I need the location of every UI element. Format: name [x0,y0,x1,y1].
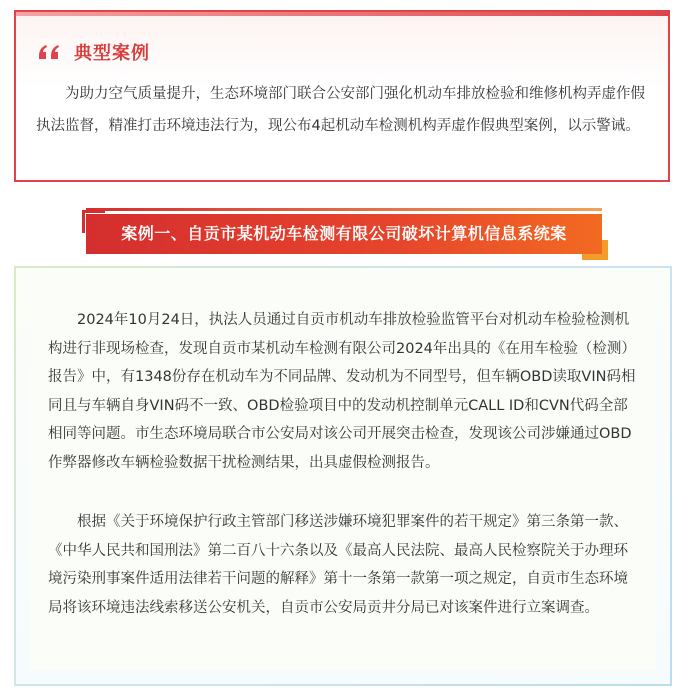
intro-paragraph: 为助力空气质量提升，生态环境部门联合公安部门强化机动车排放检验和维修机构弄虚作假执法监督，精准打击环境违法行为，现公布4起机动车检测机构弄虚作假典型案例，以示警诫。 [36,86,645,134]
case-title: 案例一、自贡市某机动车检测有限公司破坏计算机信息系统案 [121,224,567,243]
intro-card [14,10,670,182]
case-paragraph-1: 2024年10月24日，执法人员通过自贡市机动车排放检验监管平台对机动车检验检测机构进行非现场检查，发现自贡市某机动车检测有限公司2024年出具的《在用车检验（检测）报告》中，有1348份存在机动车为不同品牌、发动机为不同型号，但车辆OBD读取VIN码相同且与车辆自身VIN码不一致、OBD检验项目中的发动机控制单元CALL ID和CVN代码全部相同等问题。市生态环境局联合市公安局对该公司开展突击检查，发现该公司涉嫌通过OBD作弊器修改车辆检验数据干扰检测结果，出具虚假检测报告。 [48,312,636,471]
intro-title: 典型案例 [74,43,150,64]
banner-cap-line [86,208,602,211]
double-quote-icon [36,42,66,62]
case-title-banner [86,214,602,254]
intro-top-strip [16,12,668,16]
intro-header [36,40,150,64]
case-paragraph-2: 根据《关于环境保护行政主管部门移送涉嫌环境犯罪案件的若干规定》第三条第一款、《中华人民共和国刑法》第二百八十六条以及《最高人民法院、最高人民检察院关于办理环境污染刑事案件适用法律若干问题的解释》第十一条第一款第一项之规定，自贡市生态环境局将该环境违法线索移送公安机关，自贡市公安局贡井分局已对该案件进行立案调查。 [48,514,628,616]
